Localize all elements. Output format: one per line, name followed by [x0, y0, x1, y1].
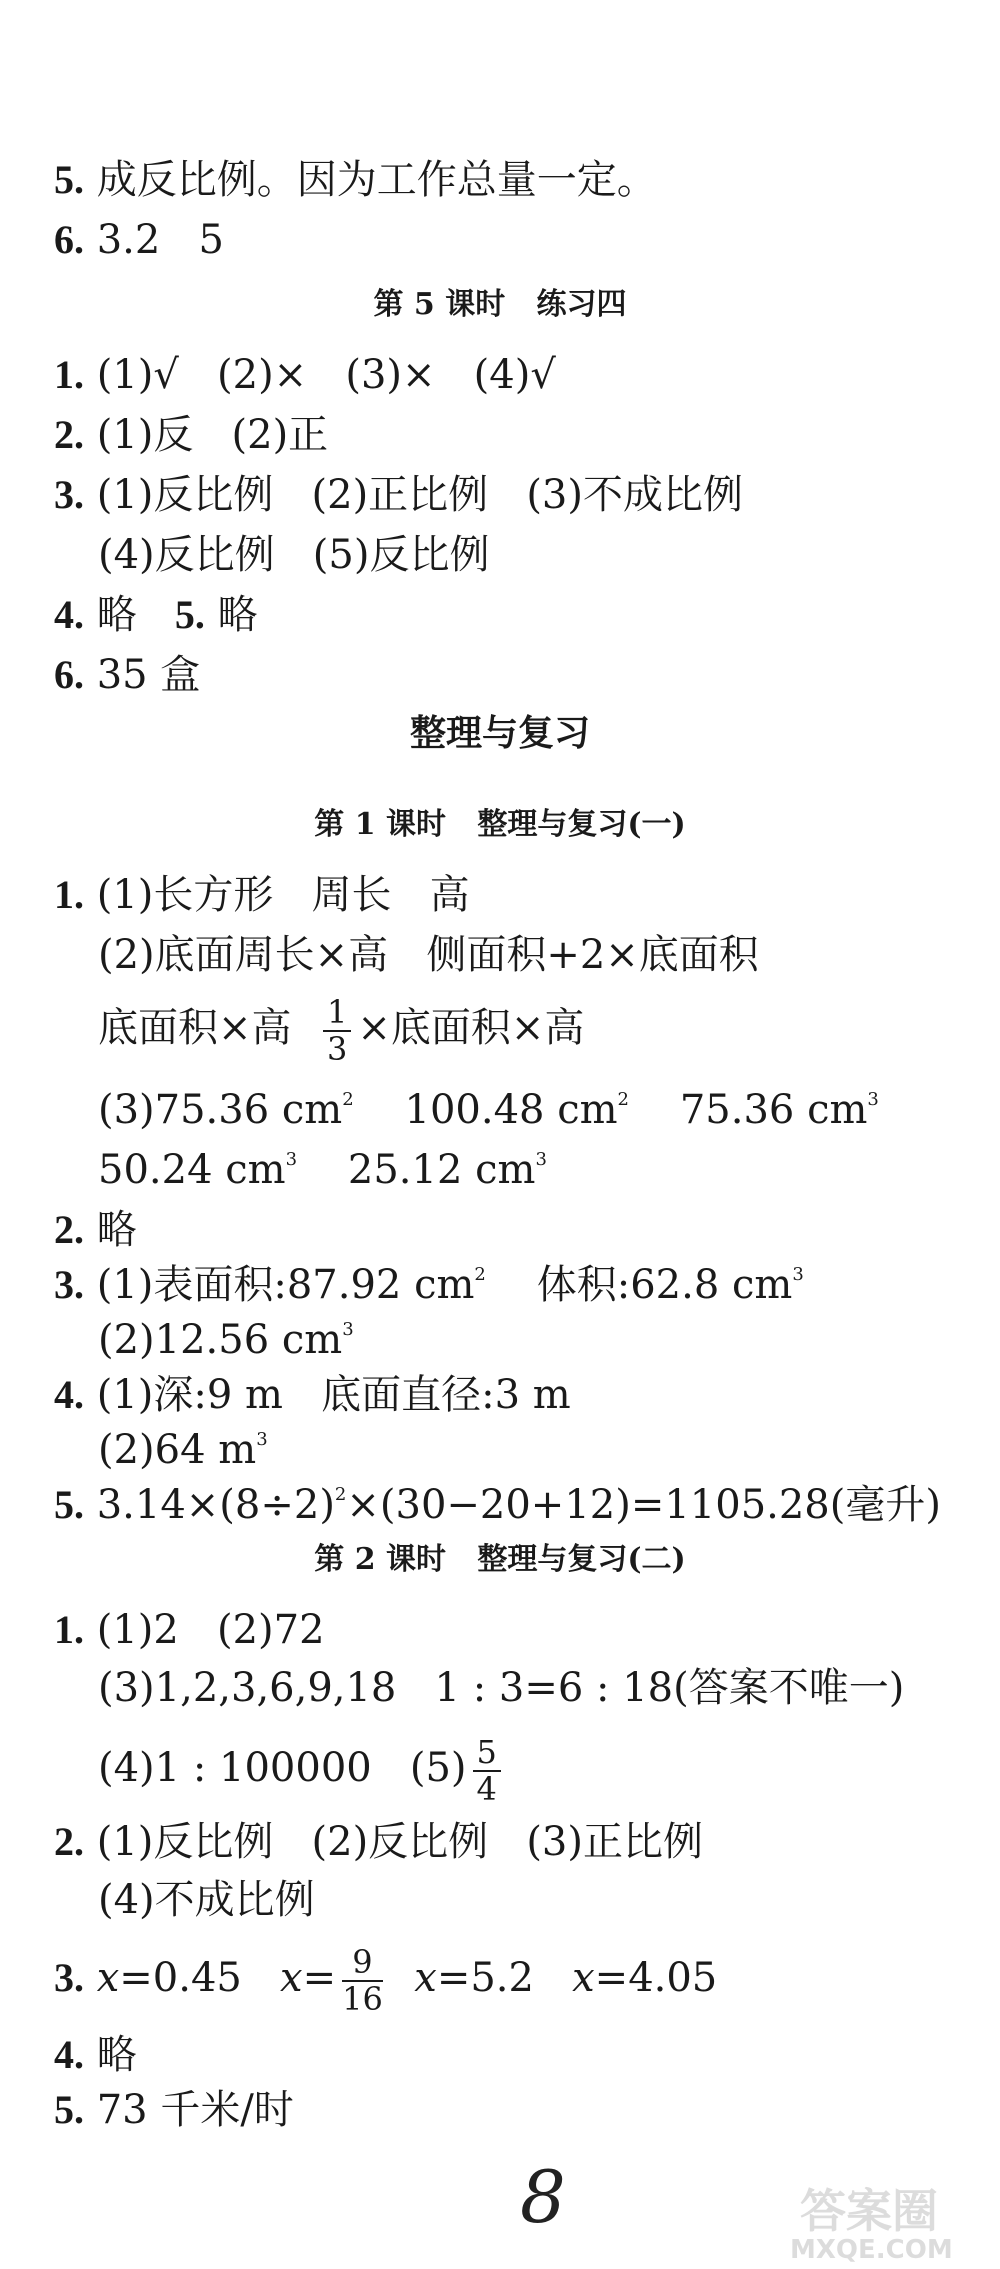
answer-text: =4.05 [594, 1955, 718, 2002]
page-number: 8 [520, 2155, 566, 2239]
question-number: 6. [54, 217, 84, 262]
answer-text: (2)64 m [98, 1427, 257, 1473]
answer-2 [54, 1207, 137, 1253]
answer-text: = [302, 1955, 337, 2002]
main-title: 整理与复习 [409, 712, 590, 754]
question-number: 5. [174, 592, 205, 637]
question-number: 3. [54, 1262, 84, 1307]
superscript: 3 [256, 1429, 268, 1450]
answer-text: 略 [96, 2032, 137, 2078]
answer-text: 75.36 cm [679, 1087, 868, 1133]
answer-6 [54, 217, 224, 263]
answer-text: (4)1 : 100000 (5) [98, 1745, 467, 1792]
answer-1-line3 [98, 1735, 507, 1807]
question-number: 5. [54, 1482, 84, 1527]
answer-1-line2: (2)底面周长×高 侧面积+2×底面积 [98, 932, 759, 978]
answer-text: 3.2 5 [96, 217, 224, 263]
section-title: 第 1 课时 整理与复习(一) [314, 807, 686, 842]
superscript: 3 [535, 1149, 547, 1170]
variable: x [414, 1955, 437, 2002]
superscript: 2 [617, 1089, 629, 1110]
answer-3-line2: (4)反比例 (5)反比例 [98, 532, 490, 578]
answer-1-line3 [98, 995, 584, 1067]
answer-1 [54, 1607, 325, 1653]
answer-text: (1)表面积:87.92 cm [96, 1262, 475, 1308]
superscript: 2 [474, 1264, 486, 1285]
superscript: 2 [342, 1089, 354, 1110]
section-title: 第 2 课时 整理与复习(二) [314, 1542, 686, 1577]
denominator: 3 [326, 1030, 348, 1069]
answer-text: (1)反比例 (2)正比例 (3)不成比例 [96, 472, 743, 518]
answer-text: (1)2 (2)72 [96, 1607, 325, 1653]
answer-3 [54, 472, 743, 518]
watermark-url: MXQE.COM [790, 2235, 953, 2265]
watermark-logo: 答案圈 [800, 2184, 938, 2238]
fraction [323, 995, 351, 1067]
answer-text: =0.45 [119, 1955, 242, 2002]
fraction [473, 1735, 501, 1807]
question-number: 2. [54, 412, 84, 457]
numerator: 5 [473, 1735, 501, 1772]
answer-text: 3.14×(8÷2) [96, 1482, 335, 1528]
variable: x [280, 1955, 303, 2002]
answer-text: 略 [96, 1207, 137, 1253]
answer-text: (3)75.36 cm [98, 1087, 343, 1133]
answer-2-line2: (4)不成比例 [98, 1877, 315, 1923]
question-number: 1. [54, 352, 84, 397]
answer-text: (1)√ (2)× (3)× (4)√ [96, 352, 556, 398]
answer-text: 50.24 cm [98, 1147, 286, 1193]
answer-1-line4 [98, 1087, 879, 1133]
superscript: 3 [285, 1149, 298, 1170]
question-number: 5. [54, 2087, 84, 2132]
answer-5 [54, 2087, 294, 2133]
question-number: 1. [54, 1607, 84, 1652]
answer-4 [54, 2032, 137, 2078]
question-number: 2. [54, 1819, 84, 1864]
answer-text: =5.2 [436, 1955, 534, 2002]
question-number: 5. [54, 157, 84, 202]
answer-text: ×(30−20+12)=1105.28(毫升) [346, 1482, 941, 1528]
answer-text: (1)反比例 (2)反比例 (3)正比例 [96, 1819, 703, 1865]
denominator: 4 [476, 1770, 497, 1809]
answer-1-line5 [98, 1147, 547, 1193]
answer-2 [54, 1819, 703, 1865]
question-number: 6. [54, 652, 84, 697]
answer-6 [54, 652, 201, 698]
superscript: 3 [342, 1319, 354, 1340]
denominator: 16 [342, 1980, 383, 2019]
section-title: 第 5 课时 练习四 [373, 287, 627, 322]
answer-text: 略 [217, 592, 258, 638]
answer-4 [54, 1372, 571, 1418]
superscript: 3 [867, 1089, 879, 1110]
variable: x [572, 1955, 595, 2002]
superscript: 3 [792, 1264, 804, 1285]
answer-text: (1)长方形 周长 高 [96, 872, 470, 918]
answer-text: 成反比例。因为工作总量一定。 [96, 157, 657, 203]
answer-text: 25.12 cm [347, 1147, 536, 1193]
answer-5 [54, 157, 657, 203]
answer-1-line2: (3)1,2,3,6,9,18 1 : 3=6 : 18(答案不唯一) [98, 1665, 905, 1711]
question-number: 4. [54, 1372, 84, 1417]
answer-text: 35 盒 [96, 652, 201, 698]
answer-text: 100.48 cm [404, 1087, 618, 1133]
answer-5 [54, 1482, 941, 1528]
numerator: 1 [323, 995, 351, 1032]
question-number: 3. [54, 472, 84, 517]
answer-text: 73 千米/时 [96, 2087, 294, 2133]
answer-text: (2)12.56 cm [98, 1317, 343, 1363]
question-number: 4. [54, 592, 84, 637]
fraction [342, 1945, 383, 2017]
answer-2 [54, 412, 329, 458]
answer-text: (1)深:9 m 底面直径:3 m [96, 1372, 571, 1418]
answer-text: (1)反 (2)正 [96, 412, 329, 458]
answer-4-line2 [98, 1427, 268, 1473]
answer-3 [54, 1262, 804, 1308]
answer-text: 略 [96, 592, 137, 638]
answer-text: ×底面积×高 [357, 1005, 585, 1052]
question-number: 3. [54, 1955, 84, 2001]
question-number: 4. [54, 2032, 84, 2077]
numerator: 9 [342, 1945, 383, 1982]
answer-1 [54, 352, 556, 398]
question-number: 2. [54, 1207, 84, 1252]
answer-3-line2 [98, 1317, 354, 1363]
superscript: 2 [334, 1484, 347, 1505]
variable: x [96, 1955, 120, 2002]
answer-text: 体积:62.8 cm [536, 1262, 793, 1308]
answer-3 [54, 1945, 717, 2017]
question-number: 1. [54, 872, 84, 917]
answer-text: 底面积×高 [98, 1005, 292, 1052]
answer-4-5 [54, 592, 258, 638]
answer-1 [54, 872, 470, 918]
